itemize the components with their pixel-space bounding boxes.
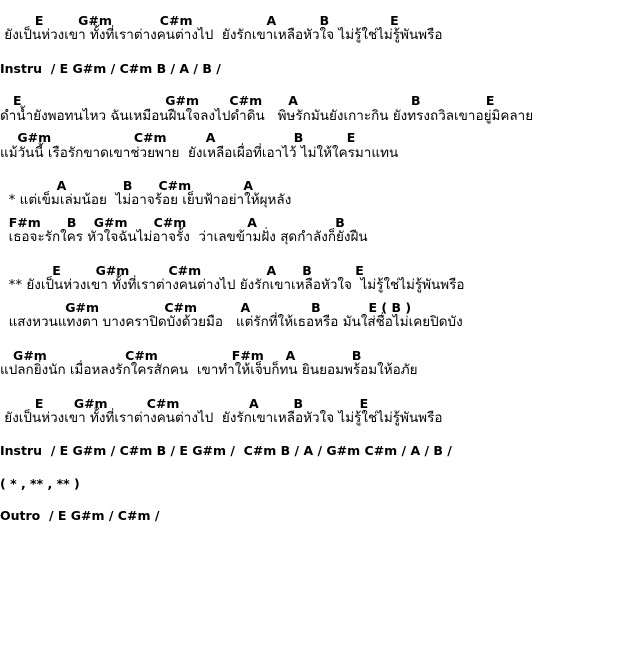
chord-line: E G#m C#m A B E [0, 262, 364, 278]
spacer [0, 161, 620, 179]
section-line: Instru / E G#m / C#m B / E G#m / C#m B / A / G#m C#m / A / B / [0, 443, 452, 459]
lyric-line: ดำน้ำยังพอทนไหว ฉันเหมือนฝืนใจลงไปดำดิน พิษรักมันยังเกาะกิน ยังทรงถวิลเขาอยู่มิคลาย [0, 107, 534, 124]
chord-line: G#m C#m F#m A B [0, 347, 362, 363]
chord-line: E G#m C#m A B E [0, 395, 369, 411]
lyric-line: * แต่เข็มเล่มน้อย ไม่อาจร้อย เย็บฟ้าอย่าให้ผุหลัง [0, 192, 292, 209]
section-line: ( * , ** , ** ) [0, 475, 80, 491]
spacer [0, 44, 620, 62]
block-instru2 [0, 444, 620, 458]
spacer [0, 426, 620, 444]
lyric-line: แสงหวนแทงตา บางคราปิดบังด้วยมือ แต่รักที่ให้เธอหรือ มันใส่ชื่อไม่เคยปิดบัง [0, 314, 463, 331]
spacer [0, 76, 620, 94]
spacer [0, 459, 620, 477]
block-chorus2a [0, 264, 620, 294]
block-verse1 [0, 14, 620, 44]
block-verse4 [0, 397, 620, 427]
block-repeat [0, 477, 620, 491]
block-instru1 [0, 62, 620, 76]
lyric-line: ยังเป็นห่วงเขา ทั้งที่เราต่างคนต่างไป ยังรักเขาเหลือหัวใจ ไม่รู้ใช่ไม่รู้พันพรือ [0, 409, 443, 426]
block-verse2b [0, 131, 620, 161]
spacer [0, 331, 620, 349]
top-spacer [0, 0, 620, 14]
lyric-line: ** ยังเป็นห่วงเขา ทั้งที่เราต่างคนต่างไป ยังรักเขาเหลือหัวใจ ไม่รู้ใช่ไม่รู้พันพรือ [0, 277, 465, 294]
lyric-line: ยังเป็นห่วงเขา ทั้งที่เราต่างคนต่างไป ยังรักเขาเหลือหัวใจ ไม่รู้ใช่ไม่รู้พันพรือ [0, 27, 443, 44]
block-outro [0, 509, 620, 523]
section-line: Outro / E G#m / C#m / [0, 508, 160, 524]
chord-line: F#m B G#m C#m A B [0, 214, 345, 230]
chord-line: E G#m C#m A B E [0, 93, 495, 109]
spacer [0, 246, 620, 264]
block-verse3 [0, 349, 620, 379]
chord-line: G#m C#m A B E ( B ) [0, 299, 412, 315]
lyric-line: เธอจะรักใคร หัวใจฉันไม่อาจรั้ง ว่าเลขข้ามฝั่ง สุดกำลังก็ยังฝืน [0, 229, 368, 246]
lyric-line: แม้วันนี้ เรือรักขาดเขาช่วยพาย ยังเหลือเผื่อที่เอาไว้ ไม่ให้ใครมาแทน [0, 144, 399, 161]
section-line: Instru / E G#m / C#m B / A / B / [0, 60, 221, 76]
spacer [0, 491, 620, 509]
chord-line: G#m C#m A B E [0, 130, 356, 146]
chord-line: E G#m C#m A B E [0, 13, 399, 28]
chord-line: A B C#m A [0, 178, 254, 194]
block-chorus2b [0, 301, 620, 331]
block-verse2a [0, 94, 620, 124]
block-chorus1b [0, 216, 620, 246]
spacer [0, 379, 620, 397]
lyric-line: แปลกยิ่งนัก เมื่อหลงรักใครสักคน เขาทำให้เจ็บก็ทน ยินยอมพร้อมให้อภัย [0, 361, 418, 378]
block-chorus1a [0, 179, 620, 209]
